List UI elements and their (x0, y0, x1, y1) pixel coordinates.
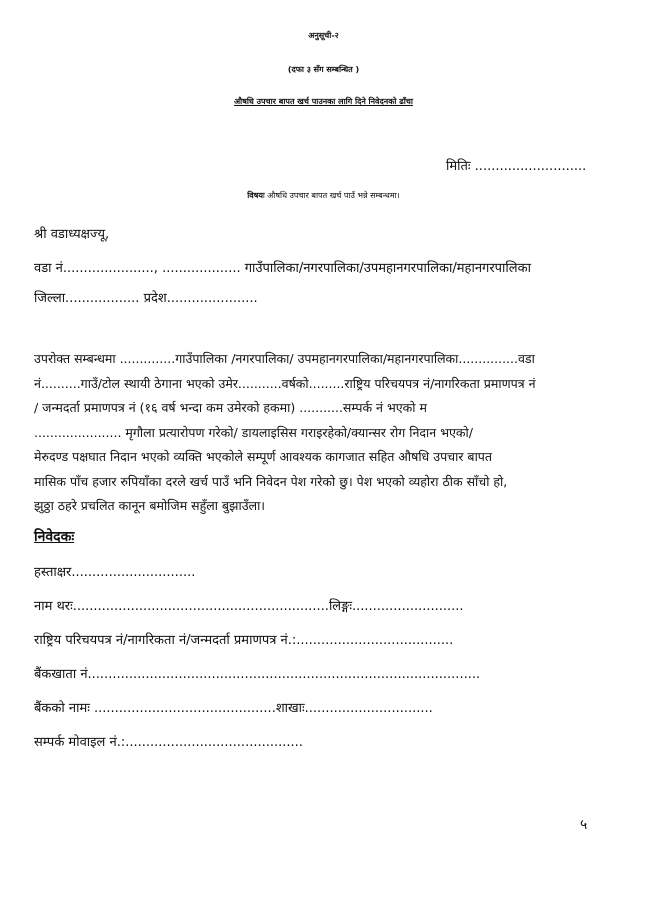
bank-name-branch-field: बैंकको नामः ............................................शाखाः............................... (34, 701, 433, 716)
body-line: झुठ्ठा ठहरे प्रचलित कानून बमोजिम सहुँला बुझाउँला। (34, 498, 266, 513)
subject-line (0, 192, 647, 200)
section-reference: (दफा ३ सँग सम्बन्धित ) (287, 65, 360, 74)
address-district-line: जिल्ला.................. प्रदेश...................... (34, 291, 258, 306)
body-line: मासिक पाँच हजार रुपियाँका दरले खर्च पाउँ भनि निवेदन पेश गरेको छु। पेश भएको व्यहोरा ठीक साँचो हो, (34, 474, 508, 489)
applicant-heading: निवेदकः (34, 529, 75, 545)
body-line: ...................... मृगौला प्रत्यारोपण गरेको/ डायलाइसिस गराइरहेको/क्यान्सर रोग निदान भएको/ (34, 425, 473, 440)
id-number-field: राष्ट्रिय परिचयपत्र नं/नागरिकता नं/जन्मदर्ता प्रमाणपत्र नं.:...................................... (34, 633, 454, 648)
body-line: उपरोक्त सम्बन्धमा ..............गाउँपालिका /नगरपालिका/ उपमहानगरपालिका/महानगरपालिका...............वडा (34, 351, 535, 366)
form-title: औषधि उपचार बापत खर्च पाउनका लागि दिने निवेदनको ढाँचा (234, 97, 413, 106)
salutation: श्री वडाध्यक्षज्यू, (34, 227, 110, 242)
page-number: ५ (580, 817, 588, 833)
mobile-field: सम्पर्क मोवाइल नं.:........................................... (34, 735, 303, 750)
body-line: मेरुदण्ड पक्षघात निदान भएको व्यक्ति भएकोले सम्पूर्ण आवश्यक कागजात सहित औषधि उपचार बापत (34, 449, 493, 464)
subject-label: विषयः (247, 191, 265, 200)
address-ward-line: वडा नं......................, ................... गाउँपालिका/नगरपालिका/उपमहानगरपालिका/महानगरपालिका (34, 261, 531, 276)
annex-title: अनुसूची-२ (308, 31, 339, 40)
signature-field: हस्ताक्षर.............................. (34, 565, 196, 580)
bank-account-field: बैंकखाता नं............................................................................................... (34, 667, 481, 682)
date-field: मितिः ........................... (446, 159, 587, 174)
subject-text: औषधि उपचार बापत खर्च पाउँ भन्ने सम्बन्धमा। (264, 191, 400, 200)
name-gender-field: नाम थरः..............................................................लिङ्गः........................... (34, 599, 464, 614)
body-line: / जन्मदर्ता प्रमाणपत्र नं (१६ वर्ष भन्दा कम उमेरको हकमा) ...........सम्पर्क नं भएको म (34, 400, 427, 415)
body-line: नं..........गाउँ/टोल स्थायी ठेगाना भएको उमेर...........वर्षको.........राष्ट्रिय परिचयपत्र नं/नागरिकता प्रमाणपत्र नं (34, 376, 536, 391)
